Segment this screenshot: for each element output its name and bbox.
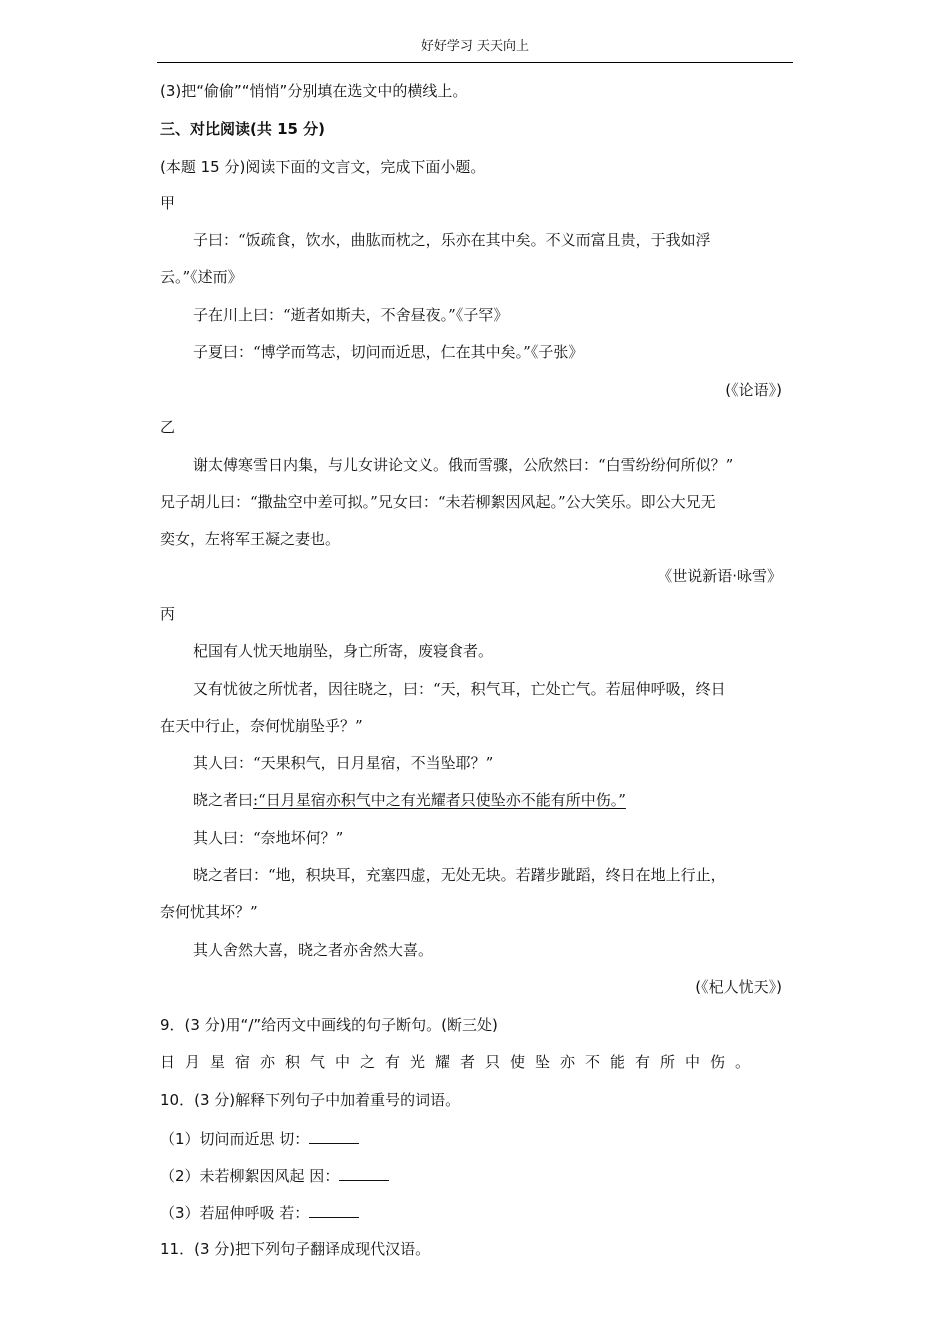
- passage-yi-source: 《世说新语·咏雪》: [657, 567, 782, 585]
- answer-blank-2[interactable]: [339, 1165, 389, 1181]
- question-10-item-3-text: （3）若屈伸呼吸 若：: [160, 1204, 310, 1222]
- passage-yi-label: 乙: [160, 418, 176, 436]
- passage-bing-para5: 其人曰：“奈地坏何？”: [193, 829, 344, 847]
- question-9-sentence: 日月星宿亦积气中之有光耀者只使坠亦不能有所中伤。: [160, 1053, 761, 1071]
- passage-bing-para7: 其人舍然大喜，晓之者亦舍然大喜。: [193, 941, 434, 959]
- passage-jia-para1-line1: 子曰：“饭疏食，饮水，曲肱而枕之，乐亦在其中矣。不义而富且贵，于我如浮: [193, 231, 711, 249]
- question-10-item-1-text: （1）切问而近思 切：: [160, 1130, 310, 1148]
- question-10: 10．(3 分)解释下列句子中加着重号的词语。: [160, 1091, 461, 1109]
- question-10-item-2-text: （2）未若柳絮因风起 因：: [160, 1167, 340, 1185]
- passage-bing-para4: [193, 790, 626, 810]
- passage-jia-para1-line2: 云。”《述而》: [160, 268, 243, 286]
- question-10-item-1: [160, 1128, 359, 1149]
- answer-blank-1[interactable]: [309, 1128, 359, 1144]
- passage-bing-para3: 其人曰：“天果积气，日月星宿，不当坠耶？”: [193, 754, 494, 772]
- passage-jia-source: (《论语》): [725, 381, 782, 399]
- passage-bing-para2-line1: 又有忧彼之所忧者，因往晓之，曰：“天，积气耳，亡处亡气。若屈伸呼吸，终日: [193, 680, 726, 698]
- passage-bing-source: (《杞人忧天》): [695, 978, 782, 996]
- passage-bing-para4-prefix: 晓之者曰: [193, 791, 254, 809]
- question-11: 11．(3 分)把下列句子翻译成现代汉语。: [160, 1240, 431, 1258]
- passage-bing-para2-line2: 在天中行止，奈何忧崩坠乎？”: [160, 717, 363, 735]
- passage-bing-para1: 杞国有人忧天地崩坠，身亡所寄，废寝食者。: [193, 642, 494, 660]
- section-intro: (本题 15 分)阅读下面的文言文，完成下面小题。: [160, 158, 486, 176]
- passage-yi-line1: 谢太傅寒雪日内集，与儿女讲论文义。俄而雪骤，公欣然曰：“白雪纷纷何所似？”: [193, 456, 734, 474]
- passage-bing-para6-line2: 奈何忧其坏？”: [160, 903, 258, 921]
- underlined-sentence: :“日月星宿亦积气中之有光耀者只使坠亦不能有所中伤。”: [253, 791, 626, 809]
- passage-jia-label: 甲: [160, 194, 176, 212]
- answer-blank-3[interactable]: [309, 1202, 359, 1218]
- section-3-heading: 三、对比阅读(共 15 分): [160, 120, 326, 138]
- passage-bing-label: 丙: [160, 605, 176, 623]
- question-10-item-3: [160, 1202, 359, 1223]
- passage-jia-para3: 子夏曰：“博学而笃志，切问而近思，仁在其中矣。”《子张》: [193, 343, 584, 361]
- page-header: 好好学习 天天向上: [157, 36, 793, 63]
- passage-bing-para6-line1: 晓之者曰：“地，积块耳，充塞四虚，无处无块。若躇步跐蹈，终日在地上行止，: [193, 866, 726, 884]
- question-10-item-2: [160, 1165, 389, 1186]
- question-9: 9．(3 分)用“/”给丙文中画线的句子断句。(断三处): [160, 1016, 498, 1034]
- passage-jia-para2: 子在川上曰：“逝者如斯夫，不舍昼夜。”《子罕》: [193, 306, 509, 324]
- passage-yi-line3: 奕女，左将军王凝之妻也。: [160, 530, 341, 548]
- passage-yi-line2: 兄子胡儿曰：“撒盐空中差可拟。”兄女曰：“未若柳絮因风起。”公大笑乐。即公大兄无: [160, 493, 716, 511]
- task-3-line: (3)把“偷偷”“悄悄”分别填在选文中的横线上。: [160, 82, 468, 100]
